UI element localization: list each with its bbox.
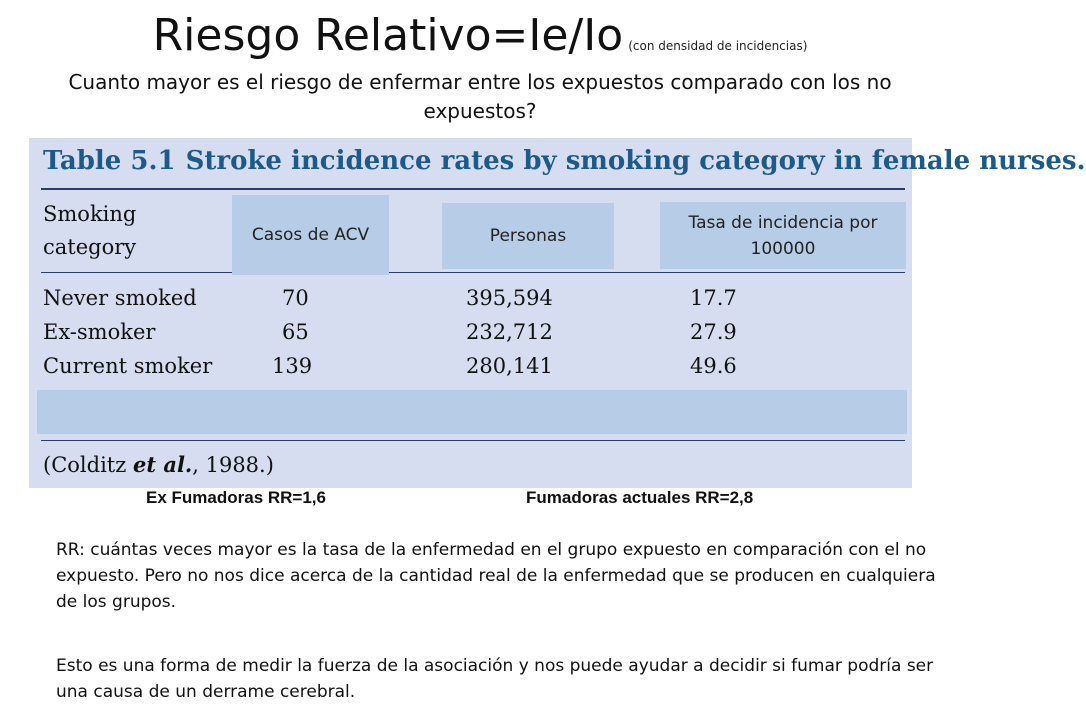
title-note: (con densidad de incidencias) <box>628 39 808 53</box>
table-number: Table 5.1 <box>43 146 176 176</box>
overlay-cases-label: Casos de ACV <box>232 195 389 275</box>
header-smoking: Smoking <box>43 202 137 226</box>
paragraph-rr-definition: RR: cuántas veces mayor es la tasa de la enfermedad en el grupo expuesto en comparación con el no expuesto. Pero no nos dice acerca de la cantidad real de la enfermedad que se producen en cualquiera de los grupos. <box>56 540 936 612</box>
source-prefix: (Colditz <box>43 453 133 477</box>
table-header-rule <box>41 272 905 273</box>
overlay-blank-band <box>37 390 907 434</box>
slide-title <box>0 10 960 61</box>
table-bottom-rule <box>41 440 905 441</box>
row-category: Ex-smoker <box>43 320 156 344</box>
stroke-table-image <box>29 138 1086 488</box>
title-main: Riesgo Relativo=Ie/Io <box>152 10 624 61</box>
row-cases: 139 <box>272 354 313 378</box>
overlay-persons-label: Personas <box>442 203 614 269</box>
row-cases: 70 <box>282 286 309 310</box>
row-category: Current smoker <box>43 354 213 378</box>
slide-subtitle: Cuanto mayor es el riesgo de enfermar entre los expuestos comparado con los no expuestos? <box>68 70 892 123</box>
ex-smokers-rr: Ex Fumadoras RR=1,6 <box>146 488 326 507</box>
row-persons: 395,594 <box>466 286 553 310</box>
row-persons: 280,141 <box>466 354 553 378</box>
table-source <box>43 452 274 477</box>
row-category: Never smoked <box>43 286 197 310</box>
paragraph-association: Esto es una forma de medir la fuerza de la asociación y nos puede ayudar a decidir si fumar podría ser una causa de un derrame cerebral. <box>56 656 934 702</box>
row-rate: 17.7 <box>690 286 737 310</box>
table-title-text: Stroke incidence rates by smoking category in female nurses. <box>185 146 1086 176</box>
current-smokers-rr: Fumadoras actuales RR=2,8 <box>526 488 754 507</box>
source-suffix: , 1988.) <box>192 453 274 477</box>
header-category: category <box>43 235 137 259</box>
row-persons: 232,712 <box>466 320 553 344</box>
overlay-rate-label: Tasa de incidencia por 100000 <box>660 202 906 269</box>
row-rate: 27.9 <box>690 320 737 344</box>
source-etal: et al. <box>132 452 193 477</box>
table-top-rule <box>41 188 905 190</box>
row-rate: 49.6 <box>690 354 737 378</box>
row-cases: 65 <box>282 320 309 344</box>
table-caption <box>43 146 1086 176</box>
